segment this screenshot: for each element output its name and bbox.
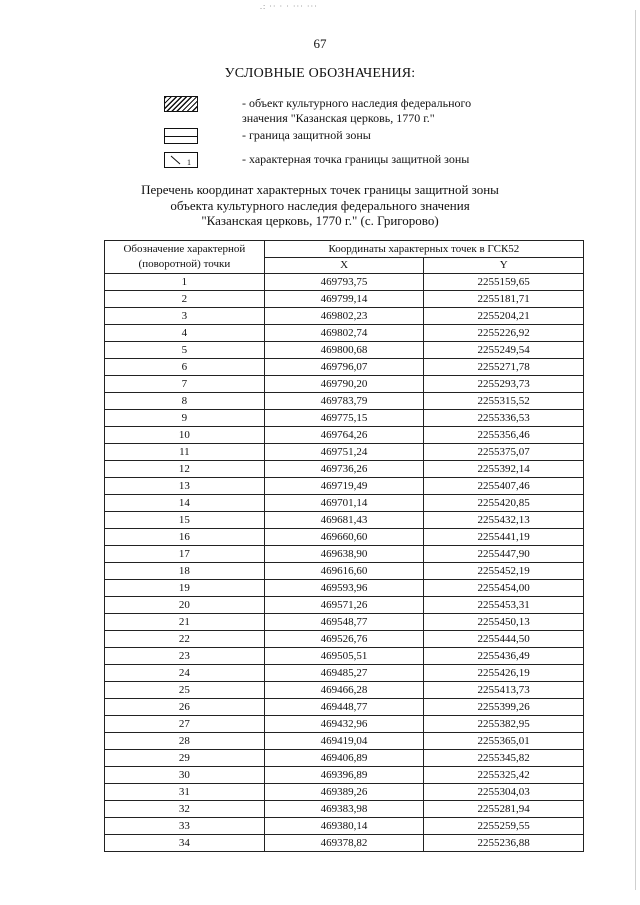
cell-y-coordinate: 2255452,19: [424, 563, 584, 580]
cell-y-coordinate: 2255436,49: [424, 648, 584, 665]
coordinates-table: [104, 240, 584, 852]
scan-edge-line: [635, 10, 636, 890]
cell-point-number: 23: [105, 648, 265, 665]
characteristic-point-symbol-icon: [164, 152, 198, 168]
table-row: [105, 444, 584, 461]
table-row: [105, 614, 584, 631]
cell-x-coordinate: 469681,43: [264, 512, 424, 529]
header-x: X: [264, 257, 424, 274]
cell-x-coordinate: 469466,28: [264, 682, 424, 699]
cell-point-number: 32: [105, 801, 265, 818]
cell-x-coordinate: 469448,77: [264, 699, 424, 716]
cell-point-number: 21: [105, 614, 265, 631]
table-row: [105, 597, 584, 614]
cell-x-coordinate: 469802,23: [264, 308, 424, 325]
cell-x-coordinate: 469764,26: [264, 427, 424, 444]
cell-x-coordinate: 469802,74: [264, 325, 424, 342]
cell-y-coordinate: 2255432,13: [424, 512, 584, 529]
cell-x-coordinate: 469660,60: [264, 529, 424, 546]
cell-x-coordinate: 469701,14: [264, 495, 424, 512]
cell-point-number: 25: [105, 682, 265, 699]
cell-x-coordinate: 469380,14: [264, 818, 424, 835]
legend-text-characteristic-point: - характерная точка границы защитной зоны: [242, 152, 470, 166]
cell-x-coordinate: 469783,79: [264, 393, 424, 410]
cell-point-number: 15: [105, 512, 265, 529]
cell-y-coordinate: 2255407,46: [424, 478, 584, 495]
legend: [164, 96, 564, 176]
cell-point-number: 20: [105, 597, 265, 614]
cell-y-coordinate: 2255236,88: [424, 835, 584, 852]
cell-y-coordinate: 2255365,01: [424, 733, 584, 750]
table-row: [105, 784, 584, 801]
cell-point-number: 1: [105, 274, 265, 291]
legend-item-zone-boundary: [164, 128, 564, 152]
cell-y-coordinate: 2255413,73: [424, 682, 584, 699]
cell-y-coordinate: 2255375,07: [424, 444, 584, 461]
cell-point-number: 18: [105, 563, 265, 580]
cell-point-number: 17: [105, 546, 265, 563]
table-row: [105, 580, 584, 597]
table-row: [105, 631, 584, 648]
table-row: [105, 801, 584, 818]
cell-y-coordinate: 2255454,00: [424, 580, 584, 597]
table-row: [105, 291, 584, 308]
cell-x-coordinate: 469406,89: [264, 750, 424, 767]
cell-point-number: 30: [105, 767, 265, 784]
cell-y-coordinate: 2255281,94: [424, 801, 584, 818]
cell-x-coordinate: 469793,75: [264, 274, 424, 291]
cell-y-coordinate: 2255293,73: [424, 376, 584, 393]
cell-y-coordinate: 2255271,78: [424, 359, 584, 376]
cell-x-coordinate: 469526,76: [264, 631, 424, 648]
table-row: [105, 512, 584, 529]
cell-x-coordinate: 469396,89: [264, 767, 424, 784]
cell-point-number: 31: [105, 784, 265, 801]
cell-point-number: 13: [105, 478, 265, 495]
table-row: [105, 563, 584, 580]
cell-x-coordinate: 469638,90: [264, 546, 424, 563]
cell-x-coordinate: 469796,07: [264, 359, 424, 376]
legend-text-zone-boundary: - граница защитной зоны: [242, 128, 371, 142]
cell-y-coordinate: 2255345,82: [424, 750, 584, 767]
cell-y-coordinate: 2255453,31: [424, 597, 584, 614]
cell-y-coordinate: 2255336,53: [424, 410, 584, 427]
cell-x-coordinate: 469751,24: [264, 444, 424, 461]
table-row: [105, 529, 584, 546]
cell-x-coordinate: 469548,77: [264, 614, 424, 631]
hatched-area-symbol-icon: [164, 96, 198, 112]
table-row: [105, 665, 584, 682]
cell-y-coordinate: 2255420,85: [424, 495, 584, 512]
cell-point-number: 7: [105, 376, 265, 393]
title-line-3: "Казанская церковь, 1770 г." (с. Григорово): [201, 213, 439, 228]
table-row: [105, 699, 584, 716]
cell-x-coordinate: 469389,26: [264, 784, 424, 801]
table-row: [105, 393, 584, 410]
cell-x-coordinate: 469616,60: [264, 563, 424, 580]
point-symbol-label: 1: [187, 158, 191, 167]
cell-x-coordinate: 469432,96: [264, 716, 424, 733]
table-row: [105, 359, 584, 376]
table-row: [105, 835, 584, 852]
cell-y-coordinate: 2255441,19: [424, 529, 584, 546]
cell-x-coordinate: 469790,20: [264, 376, 424, 393]
table-row: [105, 410, 584, 427]
cell-y-coordinate: 2255159,65: [424, 274, 584, 291]
cell-y-coordinate: 2255325,42: [424, 767, 584, 784]
cell-y-coordinate: 2255382,95: [424, 716, 584, 733]
table-row: [105, 325, 584, 342]
cell-y-coordinate: 2255304,03: [424, 784, 584, 801]
cell-point-number: 29: [105, 750, 265, 767]
cell-point-number: 24: [105, 665, 265, 682]
cell-y-coordinate: 2255450,13: [424, 614, 584, 631]
table-row: [105, 546, 584, 563]
legend-item-characteristic-point: [164, 152, 564, 176]
cell-point-number: 8: [105, 393, 265, 410]
page-number: 67: [313, 36, 327, 51]
table-row: [105, 495, 584, 512]
cell-x-coordinate: 469383,98: [264, 801, 424, 818]
cell-y-coordinate: 2255249,54: [424, 342, 584, 359]
coordinates-list-title: [0, 182, 640, 229]
table-row: [105, 376, 584, 393]
table-row: [105, 716, 584, 733]
table-row: [105, 342, 584, 359]
cell-point-number: 9: [105, 410, 265, 427]
cell-point-number: 26: [105, 699, 265, 716]
cell-y-coordinate: 2255204,21: [424, 308, 584, 325]
boundary-line-symbol-icon: [164, 128, 198, 144]
header-coordinates: Координаты характерных точек в ГСК52: [264, 241, 583, 258]
cell-x-coordinate: 469593,96: [264, 580, 424, 597]
coordinates-table-body: [105, 274, 584, 852]
legend-text-heritage-object: - объект культурного наследия федерального значения "Казанская церковь, 1770 г.": [242, 96, 472, 125]
cell-point-number: 5: [105, 342, 265, 359]
cell-y-coordinate: 2255426,19: [424, 665, 584, 682]
cell-point-number: 6: [105, 359, 265, 376]
cell-y-coordinate: 2255392,14: [424, 461, 584, 478]
legend-item-heritage-object: [164, 96, 564, 128]
cell-point-number: 2: [105, 291, 265, 308]
cell-x-coordinate: 469799,14: [264, 291, 424, 308]
cell-y-coordinate: 2255444,50: [424, 631, 584, 648]
table-row: [105, 461, 584, 478]
cell-x-coordinate: 469485,27: [264, 665, 424, 682]
table-row: [105, 427, 584, 444]
title-line-1: Перечень координат характерных точек границы защитной зоны: [141, 182, 499, 197]
header-y: Y: [424, 257, 584, 274]
table-row: [105, 733, 584, 750]
cell-point-number: 34: [105, 835, 265, 852]
cell-point-number: 27: [105, 716, 265, 733]
cell-point-number: 12: [105, 461, 265, 478]
table-row: [105, 478, 584, 495]
table-row: [105, 750, 584, 767]
cell-y-coordinate: 2255259,55: [424, 818, 584, 835]
cell-y-coordinate: 2255181,71: [424, 291, 584, 308]
cell-point-number: 22: [105, 631, 265, 648]
cell-y-coordinate: 2255226,92: [424, 325, 584, 342]
table-row: [105, 767, 584, 784]
table-row: [105, 308, 584, 325]
cell-point-number: 4: [105, 325, 265, 342]
cell-x-coordinate: 469736,26: [264, 461, 424, 478]
table-row: [105, 274, 584, 291]
cell-x-coordinate: 469719,49: [264, 478, 424, 495]
cell-point-number: 3: [105, 308, 265, 325]
cell-x-coordinate: 469419,04: [264, 733, 424, 750]
cell-y-coordinate: 2255447,90: [424, 546, 584, 563]
cell-x-coordinate: 469505,51: [264, 648, 424, 665]
scan-stamp-marks: .: ·· · · ··· ···: [260, 2, 318, 11]
cell-y-coordinate: 2255315,52: [424, 393, 584, 410]
cell-y-coordinate: 2255356,46: [424, 427, 584, 444]
table-row: [105, 818, 584, 835]
cell-x-coordinate: 469800,68: [264, 342, 424, 359]
cell-point-number: 14: [105, 495, 265, 512]
cell-y-coordinate: 2255399,26: [424, 699, 584, 716]
table-row: [105, 682, 584, 699]
cell-x-coordinate: 469571,26: [264, 597, 424, 614]
cell-point-number: 28: [105, 733, 265, 750]
cell-point-number: 11: [105, 444, 265, 461]
title-line-2: объекта культурного наследия федерального значения: [170, 197, 470, 213]
cell-point-number: 10: [105, 427, 265, 444]
legend-title: УСЛОВНЫЕ ОБОЗНАЧЕНИЯ:: [224, 66, 416, 81]
cell-point-number: 19: [105, 580, 265, 597]
cell-point-number: 33: [105, 818, 265, 835]
table-row: [105, 648, 584, 665]
cell-point-number: 16: [105, 529, 265, 546]
cell-x-coordinate: 469378,82: [264, 835, 424, 852]
header-point-designation: Обозначение характерной (поворотной) точки: [105, 241, 265, 274]
cell-x-coordinate: 469775,15: [264, 410, 424, 427]
